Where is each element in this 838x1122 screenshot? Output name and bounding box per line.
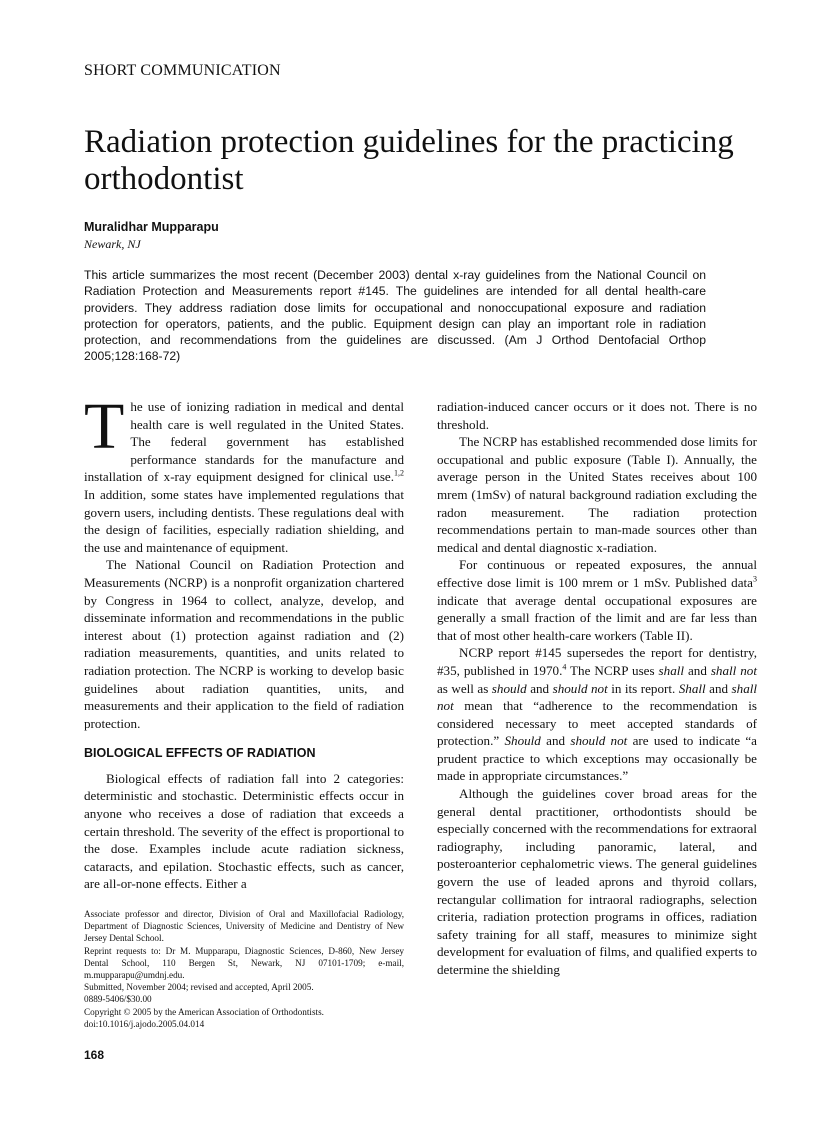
reference-marker: 3 — [753, 574, 757, 584]
report-text-a: NCRP report #145 supersedes the report for dentistry, #35, published in 1970. — [437, 645, 757, 678]
report-text-h: mean that “adherence to the recommendation is considered necessary to meet accepted standards of protection.” — [437, 698, 757, 749]
exposure-text-b: indicate that average dental occupational exposures are generally a small fraction of the limit and are far less than that of most other health-care workers (Table II). — [437, 592, 757, 643]
copyright-note: Copyright © 2005 by the American Association of Orthodontists. — [84, 1006, 324, 1017]
article-title: Radiation protection guidelines for the practicing orthodontist — [84, 124, 734, 197]
report-145-paragraph — [437, 644, 757, 785]
exposure-paragraph — [437, 556, 757, 644]
report-text-b: The NCRP uses — [566, 662, 659, 678]
intro-paragraph — [84, 390, 404, 556]
term-shall-not: shall not — [437, 680, 758, 714]
submission-note: Submitted, November 2004; revised and accepted, April 2005. — [84, 982, 314, 993]
author-position-note: Associate professor and director, Division of Oral and Maxillofacial Radiology, Department of Diagnostic Sciences, University of Medicine and Dentistry of New Jersey Dental School. — [84, 909, 404, 944]
report-text-d: as well as — [437, 680, 492, 696]
section-heading: BIOLOGICAL EFFECTS OF RADIATION — [84, 746, 316, 761]
term-should: should — [491, 680, 527, 696]
drop-cap: T — [84, 390, 125, 463]
left-column — [84, 390, 404, 893]
author-affiliation: Newark, NJ — [84, 237, 141, 251]
report-text-f: in its report. — [607, 680, 679, 696]
exposure-text-a: For continuous or repeated exposures, the annual effective dose limit is 100 mrem or 1 mSv. Published data — [437, 557, 757, 590]
biological-effects-paragraph: Biological effects of radiation fall into 2 categories: deterministic and stochastic. Deterministic effects occur in anyone who receives a dose of radiation that exceeds a certain threshold. The severity of the effect is proportional to the dose. Examples include acute radiation sickness, cataracts, and epilation. Stochastic effects, such as cancer, are all-or-none effects. Either a — [84, 770, 404, 892]
report-text-i: and — [540, 733, 571, 749]
report-text-g: and — [705, 680, 732, 696]
continuation-paragraph: radiation-induced cancer occurs or it does not. There is no threshold. — [437, 399, 757, 432]
reference-marker: 1,2 — [394, 469, 404, 479]
report-text-e: and — [526, 680, 553, 696]
term-shall-not: shall not — [710, 662, 757, 678]
abstract: This article summarizes the most recent (December 2003) dental x-ray guidelines from the National Council on Radiation Protection and Measurements report #145. The guidelines are intended for all dental health-care providers. They address radiation dose limits for occupational and nonoccupational exposure and radiation protection for operators, patients, and the public. Equipment design can play an important role in radiation protection, and recommendations from the guidelines are discussed. (Am J Orthod Dentofacial Orthop 2005;128:168-72) — [84, 268, 706, 364]
footnotes — [84, 908, 404, 1030]
report-text-j: are used to indicate “a prudent practice to which exceptions may occasionally be made in appropriate circumstances.” — [437, 733, 757, 784]
reprint-requests-note: Reprint requests to: Dr M. Mupparapu, Diagnostic Sciences, D-860, New Jersey Dental School, 110 Bergen St, Newark, NJ 07101-1709; e-mail, m.mupparapu@umdnj.edu. — [84, 945, 404, 981]
term-should: Should — [504, 733, 541, 749]
author-name: Muralidhar Mupparapu — [84, 220, 219, 234]
term-should-not: should not — [552, 680, 608, 696]
doi: doi:10.1016/j.ajodo.2005.04.014 — [84, 1018, 205, 1029]
page-number: 168 — [84, 1048, 105, 1062]
section-label: SHORT COMMUNICATION — [84, 62, 281, 79]
intro-text-b: In addition, some states have implemented regulations that govern users, including dentists. These regulations deal with the design of facilities, especially radiation shielding, and the use and maintenance of equipment. — [84, 486, 404, 555]
ncrp-paragraph: The National Council on Radiation Protection and Measurements (NCRP) is a nonprofit organization chartered by Congress in 1964 to collect, analyze, develop, and disseminate information and recommendations in the public interest about (1) protection against radiation and (2) radiation measurements, quantities, and units related to radiation protection. The NCRP is working to develop basic guidelines about radiation quantities, units, and measurements and their application to the field of radiation protection. — [84, 557, 404, 731]
term-shall: shall — [658, 662, 685, 678]
dose-limits-paragraph: The NCRP has established recommended dose limits for occupational and public exposure (Table I). Annually, the average person in the United States receives about 100 mrem (1mSv) of natural background radiation excluding the radon measurement. The radiation protection recommendations pertain to man-made sources other than medical and dental diagnostic x-radiation. — [437, 434, 757, 555]
term-shall: Shall — [678, 680, 706, 696]
guidelines-paragraph: Although the guidelines cover broad areas for the general dental practitioner, orthodontists should be especially concerned with the recommendations for extraoral radiography, including panoramic, lateral, and posteroanterior cephalometric views. The general guidelines govern the use of leaded aprons and thyroid collars, rectangular collimation for intraoral radiographs, selection criteria, radiation protection programs in offices, radiation safety training for all staff, measures to minimize sight development for evaluation of films, and qualified experts to determine the shielding — [437, 786, 757, 977]
intro-text-a: he use of ionizing radiation in medical and dental health care is well regulated in the United States. The federal government has established performance standards for the manufacture and installation of x-ray equipment designed for clinical use. — [84, 399, 404, 485]
report-text-c: and — [684, 662, 711, 678]
price-code: 0889-5406/$30.00 — [84, 994, 152, 1005]
reference-marker: 4 — [562, 662, 567, 672]
term-should-not: should not — [570, 733, 628, 749]
right-column — [437, 398, 757, 979]
